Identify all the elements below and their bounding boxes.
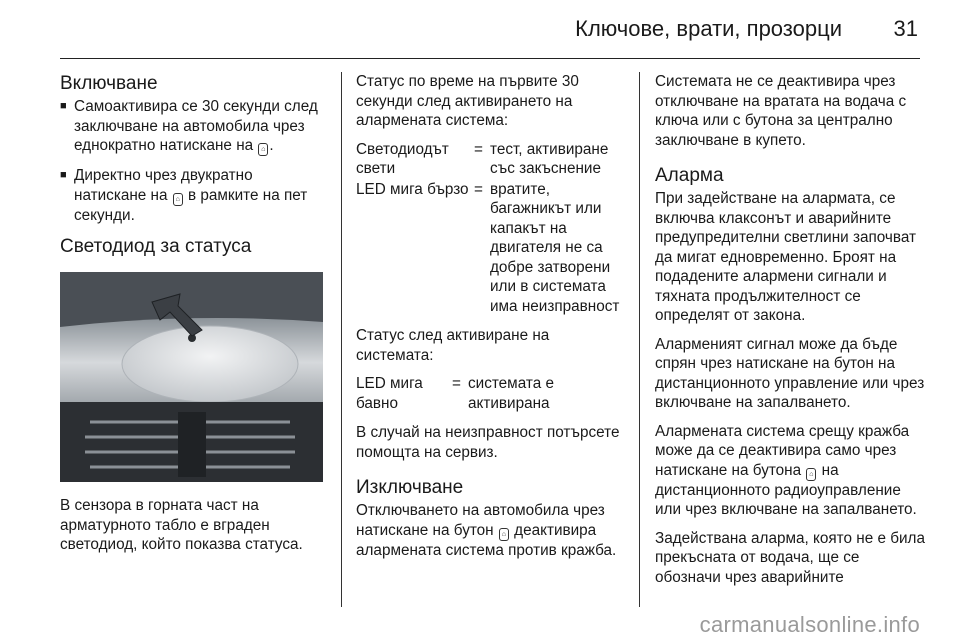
heading-alarm: Аларма bbox=[655, 165, 724, 186]
column-2 bbox=[356, 72, 624, 569]
unlock-button-icon: ⌂ bbox=[806, 468, 816, 481]
paragraph: Алармeният сигнал може да бъде спрян чрез натискане на бутон на дистанционното управление или чрез включване на запалването. bbox=[655, 335, 925, 411]
page-header bbox=[0, 0, 960, 60]
dashboard-illustration bbox=[60, 272, 323, 482]
column-3 bbox=[655, 72, 925, 596]
status-table-2 bbox=[356, 374, 624, 414]
table-eq: = bbox=[452, 375, 461, 392]
column-divider-2 bbox=[639, 72, 640, 607]
status-intro-2: Статус след активиране на системата: bbox=[356, 327, 550, 364]
heading-deactivation: Изключване bbox=[356, 477, 464, 498]
heading-activation: Включване bbox=[60, 73, 158, 94]
table-eq: = bbox=[474, 140, 483, 158]
page-number: 31 bbox=[893, 16, 918, 41]
paragraph: Задействана аларма, която не е била прекъсната от водача, ще се обозначи чрез аварийните bbox=[655, 529, 925, 586]
paragraph: При задействане на алармата, се включва клаксонът и аварийните предупредителни светлини започват да мигат едновременно. Броят на подадените алармени сигнали и тяхната продължителност се определят от закона. bbox=[655, 190, 917, 324]
header-title: Ключове, врати, прозорци bbox=[575, 16, 842, 41]
header-rule bbox=[60, 58, 920, 59]
watermark: carmanualsonline.info bbox=[699, 612, 920, 637]
status-intro: Статус по време на първите 30 секунди след активирането на алармената система: bbox=[356, 73, 579, 129]
table-desc: системата е активирана bbox=[468, 375, 554, 412]
table-term: Светодиодът свети bbox=[356, 140, 449, 177]
lock-button-icon: ⌂ bbox=[173, 193, 183, 206]
deactivation-text: Отключването на автомобила чрез натискане на бутон ⌂ деактивира алармената система против кражба. bbox=[356, 502, 617, 559]
table-term: LED мига бавно bbox=[356, 375, 423, 412]
column-1 bbox=[60, 72, 325, 564]
table-term: LED мига бързо bbox=[356, 180, 469, 198]
paragraph: Алармената система срещу кражба може да се деактивира само чрез натискане на бутона ⌂ на дистанционното радиоуправление или чрез включване на запалването. bbox=[655, 422, 917, 518]
figure-caption: В сензора в горната част на арматурното табло е вграден светодиод, който показва статуса. bbox=[60, 497, 303, 553]
list-item: ■ Самоактивира се 30 секунди след заключване на автомобила чрез еднократно натискане на ⌂ . bbox=[60, 97, 325, 156]
unlock-button-icon: ⌂ bbox=[499, 528, 509, 541]
column-divider-1 bbox=[341, 72, 342, 607]
status-table-1 bbox=[356, 140, 624, 318]
list-item: ■ Директно чрез двукратно натискане на ⌂ в рамките на пет секунди. bbox=[60, 166, 325, 225]
table-desc: вратите, багажникът или капакът на двигателя не са добре затворени или в системата има неизправност bbox=[490, 180, 620, 315]
dashboard-sensor-photo bbox=[60, 272, 323, 482]
lock-button-icon: ⌂ bbox=[258, 143, 268, 156]
table-desc: тест, активиране със закъснение bbox=[490, 140, 609, 177]
heading-status-led: Светодиод за статуса bbox=[60, 236, 252, 257]
table-eq: = bbox=[474, 180, 483, 198]
fault-note: В случай на неизправност потърсете помощта на сервиз. bbox=[356, 424, 620, 461]
paragraph: Системата не се деактивира чрез отключване на вратата на водача с ключа или с бутона за централно заключване в купето. bbox=[655, 73, 907, 149]
activation-list bbox=[60, 97, 325, 225]
